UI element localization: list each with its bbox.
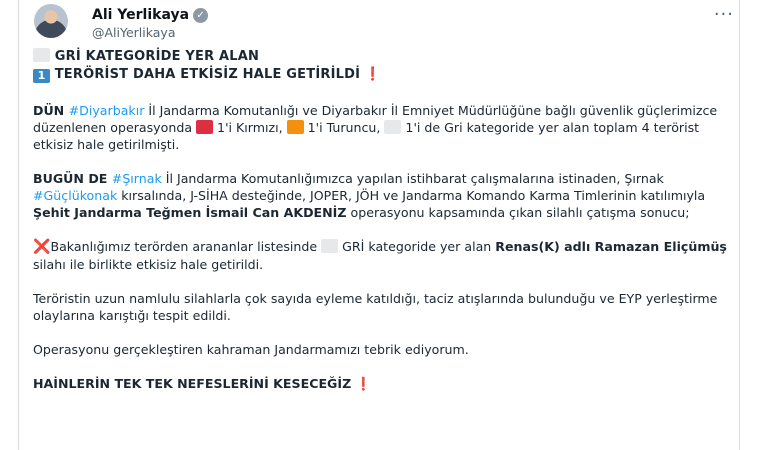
keycap-one-icon: 1: [33, 69, 50, 83]
cross-mark-icon: ❌: [33, 239, 51, 255]
title-line-2: [33, 66, 733, 84]
tweet-header: [34, 4, 734, 40]
hashtag-diyarbakir[interactable]: #Diyarbakır: [68, 103, 145, 118]
p2-text-2: kırsalında, J-SİHA desteğinde, JOPER, JÖH ve Jandarma Komando Karma Timlerinin katılımıyla: [117, 188, 706, 203]
closing-text: HAİNLERİN TEK TEK NEFESLERİNİ KESECEĞİZ: [33, 376, 352, 391]
p2-prefix: BUGÜN DE: [33, 171, 112, 186]
paragraph-closing: [33, 375, 733, 392]
gray-square-icon: [321, 239, 338, 253]
p2-text-1: İl Jandarma Komutanlığımızca yapılan istihbarat çalışmalarına istinaden, Şırnak: [161, 171, 664, 186]
card-right-border: [739, 0, 740, 450]
paragraph-diyarbakir: [33, 102, 733, 153]
p1-prefix: DÜN: [33, 103, 69, 118]
hashtag-guclukonak[interactable]: #Güçlükonak: [33, 188, 118, 203]
paragraph-neutralized: [33, 238, 733, 273]
p3-text-2: GRİ kategoride yer alan: [342, 239, 496, 254]
hashtag-sirnak[interactable]: #Şırnak: [111, 171, 162, 186]
p3-text-3: silahı ile birlikte etkisiz hale getirildi.: [33, 257, 264, 272]
exclamation-icon: ❗: [355, 376, 372, 391]
p1-red-count: 1'i Kırmızı,: [213, 120, 287, 135]
author-name-row: [92, 7, 208, 23]
p1-text: İl Jandarma Komutanlığı ve Diyarbakır İl Emniyet Müdürlüğüne bağlı güvenlik güçlerimizce düzenlenen operasyonda: [33, 103, 718, 135]
avatar[interactable]: [34, 4, 68, 38]
author-name[interactable]: Ali Yerlikaya: [92, 7, 190, 23]
more-options-icon[interactable]: ···: [713, 4, 734, 25]
orange-square-icon: [287, 120, 304, 134]
verified-badge-icon: ✓: [193, 8, 208, 23]
gray-square-icon: [33, 48, 50, 62]
p2-text-3: operasyonu kapsamında çıkan silahlı çatışma sonucu;: [346, 205, 690, 220]
p3-text-1: Bakanlığımız terörden arananlar listesinde: [50, 239, 322, 254]
terrorist-name: Renas(K) adlı Ramazan Eliçümüş: [495, 239, 727, 254]
p1-orange-count: 1'i Turuncu,: [303, 120, 385, 135]
paragraph-congrats: Operasyonu gerçekleştiren kahraman Jandarmamızı tebrik ediyorum.: [33, 342, 469, 357]
red-square-icon: [196, 120, 213, 134]
paragraph-sirnak: [33, 170, 733, 221]
gray-square-icon: [384, 120, 401, 134]
title-text-1: GRİ KATEGORİDE YER ALAN: [54, 49, 260, 64]
p1-gray-count: 1'i de Gri kategoride yer alan toplam 4 terörist etkisiz hale getirilmişti.: [33, 120, 700, 152]
author-handle[interactable]: @AliYerlikaya: [92, 25, 176, 40]
tweet-text: [33, 48, 733, 392]
paragraph-details: Teröristin uzun namlulu silahlarla çok sayıda eyleme katıldığı, taciz atışlarında bulunduğu ve EYP yerleştirme olaylarına karıştığı tespit edildi.: [33, 291, 718, 323]
title-line-1: [33, 48, 733, 66]
card-left-border: [18, 0, 19, 450]
operation-name: Şehit Jandarma Teğmen İsmail Can AKDENİZ: [33, 205, 347, 220]
title-text-2: TERÖRİST DAHA ETKİSİZ HALE GETİRİLDİ: [54, 67, 361, 82]
exclamation-icon: ❗: [364, 67, 382, 82]
